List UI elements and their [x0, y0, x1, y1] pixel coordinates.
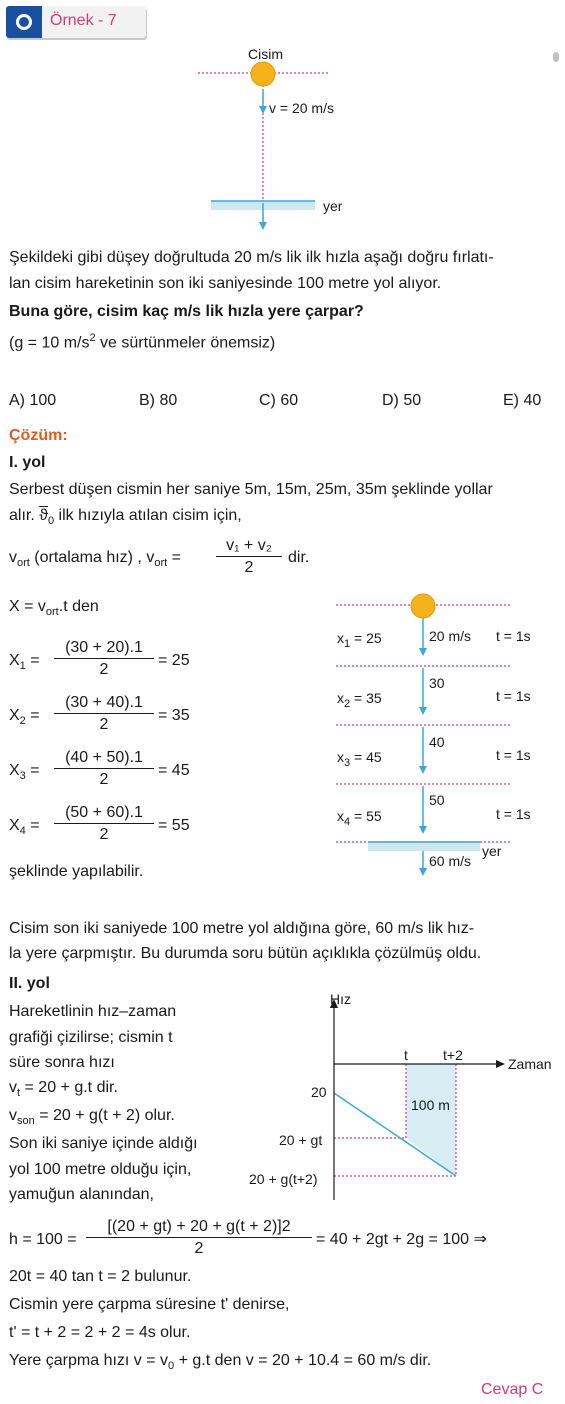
seg-v-label: 20 m/s: [429, 628, 472, 644]
way2-line: yol 100 metre olduğu için,: [9, 1161, 192, 1178]
seg-v-label: 30: [429, 675, 445, 691]
solution-title: Çözüm:: [9, 427, 68, 444]
conclusion-2: la yere çarpmıştır. Bu durumda soru bütün açıklıkla çözülmüş oldu.: [9, 945, 482, 962]
seg-final-velocity: 60 m/s: [429, 853, 472, 869]
vt-eq: $v_t = 20 + g.t$ dir.: [9, 1079, 118, 1100]
graph-y2-label: 20 + gt: [279, 1132, 323, 1148]
graph-x-axis-label: Zaman: [508, 1056, 552, 1072]
seg-t-label: t = 1s: [496, 628, 531, 644]
solution-p1: Serbest düşen cismin her saniye 5m, 15m, 25m, 35m şeklinde yollar: [9, 481, 493, 498]
graph-y-axis-label: Hız: [330, 991, 351, 1007]
h-rhs: = 40 + 2gt + 2g = 100 ⇒: [316, 1231, 487, 1248]
eq-lhs: $X_3$ =: [9, 762, 40, 783]
way-2-title: II. yol: [9, 975, 50, 992]
option-c: C) 60: [259, 392, 299, 409]
eq-fraction: $\frac{(50 + 60).1}{2}$: [54, 803, 154, 846]
option-e: E) 40: [503, 392, 542, 409]
seg-x-label: $x_3 = 45$: [337, 749, 382, 769]
answer-label: Cevap C: [481, 1381, 544, 1398]
graph-y3-label: 20 + g(t+2): [249, 1171, 318, 1187]
eq-fraction: $\frac{(30 + 40).1}{2}$: [54, 693, 154, 736]
question-line-1: Şekildeki gibi düşey doğrultuda 20 m/s lik ilk hızla aşağı doğru fırlatı-: [9, 249, 494, 266]
graph-t2-label: t+2: [443, 1047, 463, 1063]
option-b: B) 80: [139, 392, 178, 409]
seg-ground-label: yer: [482, 843, 502, 859]
vort-dir: dir.: [288, 549, 310, 566]
eq-fraction: $\frac{(30 + 20).1}{2}$: [54, 638, 154, 681]
vort-fraction: $\frac{\text{v₁ + v₂}}{2}$: [216, 536, 282, 579]
eq-rhs: = 25: [158, 652, 190, 669]
seg-x-label: $x_1 = 25$: [337, 630, 382, 650]
seg-t-label: t = 1s: [496, 688, 531, 704]
velocity-label: v = 20 m/s: [269, 100, 334, 116]
h-lhs: h = 100 =: [9, 1231, 77, 1248]
way2-line: grafiği çizilirse; cismin t: [9, 1029, 173, 1046]
way2-line: Son iki saniye içinde aldığı: [9, 1135, 198, 1152]
result-line-1: 20t = 40 tan t = 2 bulunur.: [9, 1268, 192, 1285]
result-line-4: Yere çarpma hızı $v = v_0 + g.t$ den v = 20 + 10.4 = 60 m/s dir.: [9, 1352, 432, 1373]
way2-line: süre sonra hızı: [9, 1054, 115, 1071]
option-a: A) 100: [9, 392, 57, 409]
eq-rhs: = 55: [158, 817, 190, 834]
way2-line: yamuğun alanından,: [9, 1186, 154, 1203]
seg-t-label: t = 1s: [496, 806, 531, 822]
result-line-3: t' = t + 2 = 2 + 2 = 4s olur.: [9, 1324, 191, 1341]
result-line-2: Cismin yere çarpma süresine t' denirse,: [9, 1296, 290, 1313]
graph-t-label: t: [404, 1047, 408, 1063]
eq-rhs: = 45: [158, 762, 190, 779]
seg-x-label: $x_4 = 55$: [337, 808, 382, 828]
eq-lhs: $X_4$ =: [9, 817, 40, 838]
eq-lhs: $X_2$ =: [9, 707, 40, 728]
seg-x-label: $x_2 = 35$: [337, 690, 382, 710]
object-label: Cisim: [248, 46, 283, 62]
seg-v-label: 40: [429, 734, 445, 750]
vort-text: $v_{ort}$ (ortalama hız) , $v_{ort}$ =: [9, 549, 181, 570]
way-1-title: I. yol: [9, 454, 46, 471]
eq-rhs: = 35: [158, 707, 190, 724]
figure-segments: [0, 590, 565, 880]
option-d: D) 50: [382, 392, 422, 409]
vson-eq: $v_{son} = 20 + g(t + 2)$ olur.: [9, 1107, 175, 1128]
question-line-2: lan cisim hareketinin son iki saniyesinde 100 metre yol alıyor.: [9, 275, 442, 292]
question-bold: Buna göre, cisim kaç m/s lik hızla yere çarpar?: [9, 303, 364, 320]
question-note: (g = 10 $m/s^2$ ve sürtünmeler önemsiz): [9, 332, 276, 352]
example-label: Örnek - 7: [50, 12, 117, 29]
solution-p2: alır. $\overline{ϑ}_0$ ilk hızıyla atılan cisim için,: [9, 507, 242, 528]
h-fraction: $\frac{[(20 + gt) + 20 + g(t + 2)]2}{2}$: [86, 1217, 312, 1260]
eq-fraction: $\frac{(40 + 50).1}{2}$: [54, 748, 154, 791]
graph-y1-label: 20: [311, 1084, 327, 1100]
ground-label: yer: [323, 198, 343, 214]
way2-line: Hareketlinin hız–zaman: [9, 1003, 177, 1020]
conclusion-1: Cisim son iki saniyede 100 metre yol aldığına göre, 60 m/s lik hız-: [9, 920, 475, 937]
seg-v-label: 50: [429, 792, 445, 808]
figure-falling-object: [0, 0, 565, 240]
graph-area-label: 100 m: [411, 1097, 450, 1113]
eqs-end: şeklinde yapılabilir.: [9, 863, 144, 880]
eq-lhs: $X_1$ =: [9, 652, 40, 673]
x-equation: $X = v_{ort}.t$ den: [9, 598, 99, 619]
seg-t-label: t = 1s: [496, 747, 531, 763]
